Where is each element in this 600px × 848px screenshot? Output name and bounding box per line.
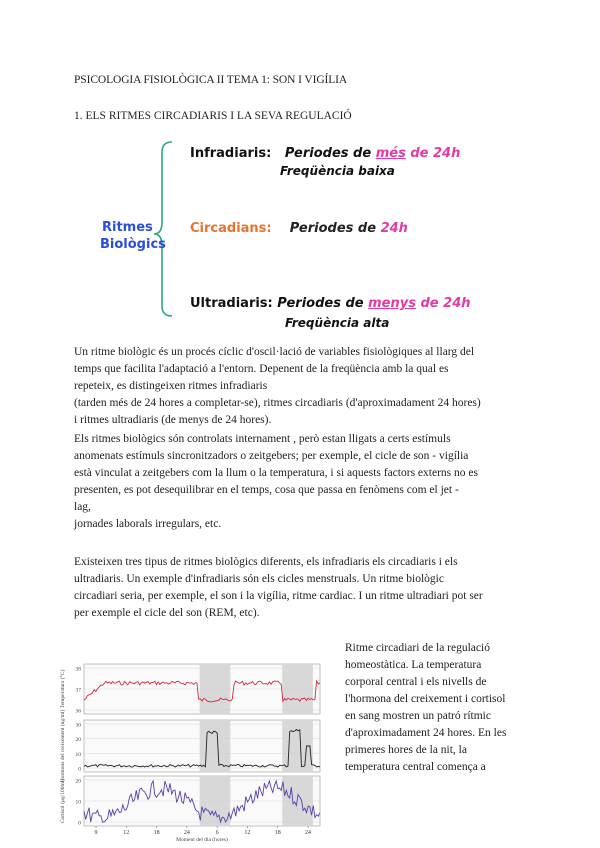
ultradian-text-b: de 24h [420,296,471,311]
night-shade [200,720,231,772]
x-tick-label: 24 [305,830,311,836]
figure-caption [345,640,528,776]
section-title: 1. ELS RITMES CIRCADIARIS I LA SEVA REGULACIÓ [74,110,352,122]
caption-line: Ritme circadiari de la regulació [345,642,490,654]
x-tick-label: 12 [244,830,251,836]
ultradian-text-a: Periodes de [277,296,364,311]
infradian-row [190,146,460,161]
y-tick-label: 10 [75,751,81,758]
circadian-highlight: 24h [380,221,408,236]
infradian-highlight: més [375,146,406,161]
caption-line: temperatura central comença a [345,761,486,773]
bracket-line [154,142,172,316]
y-tick-label: 20 [75,737,81,744]
ultradian-row [190,296,471,311]
y-tick-label: 0 [78,820,81,827]
x-tick-label: 12 [123,830,130,836]
paragraph-line: temps que facilita l'adaptació a l'entorn. Depenent de la freqüència amb la qual es [74,363,449,375]
paragraph-line: està vinculat a zeitgebers com la llum o la temperatura, i si aquests factors externs no es [74,467,478,479]
circadian-label: Circadians: [190,221,272,236]
y-axis-label: Hormona del creixement (ng/ml) [60,709,66,783]
paragraph-line: Un ritme biològic és un procés cíclic d'oscil·lació de variables fisiològiques al llarg del [74,346,475,358]
paragraph-line: lag, [74,501,91,513]
paragraph-line: repeteix, es distingeixen ritmes infradiaris [74,380,268,392]
y-tick-label: 0 [78,766,81,773]
infradian-text-b: de 24h [410,146,461,161]
figure-svg [44,662,326,842]
circadian-row [190,221,408,236]
paragraph-line: presenten, es pot desequilibrar en el temps, cosa que passa en fenòmens com el jet - [74,484,459,496]
paragraph-3 [74,554,528,622]
x-tick-label: 6 [215,830,219,836]
root-label-1: Ritmes [102,220,153,235]
x-tick-label: 24 [183,830,190,836]
caption-line: primeres hores de la nit, la [345,744,467,756]
paragraph-line: jornades laborals irregulars, etc. [74,518,222,530]
circadian-text-a: Periodes de [289,221,377,236]
x-tick-label: 18 [274,830,281,836]
infradian-sub: Freqüència baixa [280,164,395,178]
paragraph-line: ultradiaris. Un exemple d'infradiaris són els cicles menstruals. Un ritme biològic [74,573,444,585]
caption-line: homeostàtica. La temperatura [345,659,482,671]
paragraph-1 [74,344,528,429]
caption-line: corporal central i els nivells de [345,676,487,688]
y-tick-label: 30 [75,722,81,729]
paragraph-2 [74,431,528,533]
y-tick-label: 36 [75,708,81,715]
circadian-figure [44,662,326,842]
caption-line: d'aproximadament 24 hores. En les [345,727,507,739]
paragraph-line: circadiari seria, per exemple, el son i la vigília, ritme cardiac. I un ritme ultradiari pot ser [74,590,483,602]
caption-line: l'hormona del creixement i cortisol [345,693,506,705]
paragraph-line: Els ritmes biològics són controlats internament , però estan lligats a certs estímuls [74,433,451,445]
ultradian-sub: Freqüència alta [285,316,390,330]
x-tick-label: 9 [94,830,98,836]
x-axis-label: Moment del dia (hores) [176,837,228,842]
y-tick-label: 37 [75,687,81,694]
infradian-text-a: Periodes de [284,146,372,161]
paragraph-line: anomenats estímuls sincronitzadors o zeitgebers; per exemple, el cicle de son - vigília [74,450,469,462]
rhythms-diagram [90,130,510,340]
page-header: PSICOLOGIA FISIOLÒGICA II TEMA 1: SON I VIGÍLIA [74,74,348,86]
root-label-2: Biològics [100,237,166,252]
infradian-label: Infradiaris: [190,146,272,161]
paragraph-line: i ritmes ultradiaris (de menys de 24 hores). [74,414,272,426]
ultradian-label: Ultradiaris: [190,296,273,311]
paragraph-line: (tarden més de 24 hores a completar-se), ritmes circadiaris (d'aproximadament 24 hores) [74,397,481,409]
y-tick-label: 20 [75,778,81,785]
y-axis-label: Temperatura (°C) [60,669,66,709]
caption-line: en sang mostren un patró rítmic [345,710,491,722]
y-tick-label: 38 [75,666,81,673]
ultradian-highlight: menys [368,296,416,311]
x-tick-label: 18 [153,830,160,836]
paragraph-line: per exemple el cicle del son (REM, etc). [74,607,260,619]
y-axis-label: Cortisol (µg/100ml) [60,778,66,824]
paragraph-line: Existeixen tres tipus de ritmes biològics diferents, els infradiaris els circadiaris i els [74,556,458,568]
y-tick-label: 10 [75,799,81,806]
